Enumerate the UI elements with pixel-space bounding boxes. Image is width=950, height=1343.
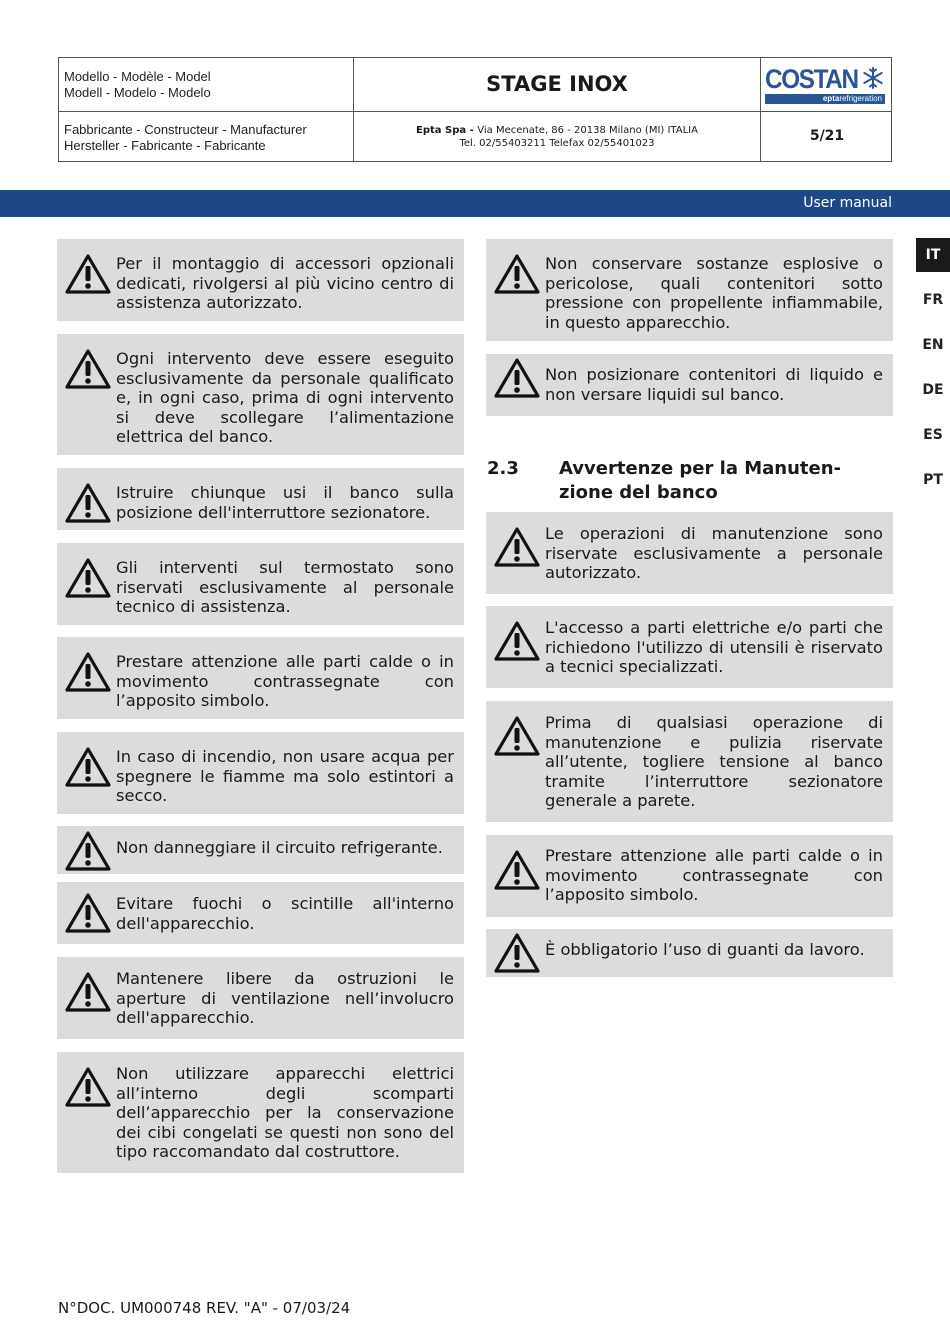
tab-language-de[interactable]: DE [922,382,944,398]
warning-text: Prestare attenzione alle parti calde o in movimento contrassegnate con l’apposito simbolo. [545,846,883,904]
warning-box [486,239,893,341]
warning-box [486,701,893,822]
warning-icon [494,620,540,662]
document-number: N°DOC. UM000748 REV. "A" - 07/03/24 [58,1299,351,1317]
warning-box [486,606,893,688]
warning-box [486,835,893,917]
warning-text: Non utilizzare apparecchi elettrici all’interno degli scomparti dell’apparecchio per la conservazione dei cibi congelati se questi non sono del tipo raccomandato dal costruttore. [116,1064,454,1161]
warning-box [486,929,893,977]
company-name: Epta Spa - [416,125,478,136]
warning-icon [494,715,540,757]
logo-sub-bold: epta [822,94,840,103]
warning-icon [65,348,111,390]
document-header-table [58,57,892,162]
warning-text: Prestare attenzione alle parti calde o in movimento contrassegnate con l’apposito simbolo. [116,652,454,710]
warning-text: Non conservare sostanze esplosive o pericolose, quali contenitori sotto pressione con propellente infiammabile, in questo apparecchio. [545,254,883,332]
warning-icon [494,526,540,568]
warning-text: Non posizionare contenitori di liquido e non versare liquidi sul banco. [545,365,883,404]
warning-box [57,957,464,1039]
warning-box [57,637,464,719]
warning-text: Le operazioni di manutenzione sono riservate esclusivamente a personale autorizzato. [545,524,883,582]
warning-box [57,239,464,321]
warning-text: È obbligatorio l’uso di guanti da lavoro. [545,940,865,959]
warning-icon [65,651,111,693]
company-address: Via Mecenate, 86 - 20138 Milano (MI) ITALIA [477,125,698,136]
warning-icon [65,482,111,524]
warning-text: In caso di incendio, non usare acqua per spegnere le fiamme ma solo estintori a secco. [116,747,454,805]
warning-box [486,512,893,594]
warning-icon [65,253,111,295]
warning-text: Ogni intervento deve essere eseguito esclusivamente da personale qualificato e, in ogni caso, prima di ogni intervento si deve scollegare l’alimentazione elettrica del banco. [116,349,454,446]
warning-box [57,1052,464,1173]
manual-type-label: User manual [803,195,892,211]
divider [760,58,761,161]
tab-language-es[interactable]: ES [923,427,943,443]
warning-text: Istruire chiunque usi il banco sulla posizione dell'interruttore sezionatore. [116,483,454,522]
model-label-line1: Modello - Modèle - Model [64,69,211,84]
warning-box [57,826,464,874]
model-label-line2: Modell - Modelo - Modelo [64,85,211,100]
company-info [354,124,760,150]
logo-subtitle [765,94,885,104]
costan-logo [765,65,887,105]
product-title: STAGE INOX [486,72,628,96]
warning-icon [65,557,111,599]
tab-language-pt[interactable]: PT [923,472,943,488]
section-number: 2.3 [487,458,519,479]
warning-icon [65,971,111,1013]
warning-icon [494,253,540,295]
tab-language-fr[interactable]: FR [922,292,944,308]
warning-text: Mantenere libere da ostruzioni le aperture di ventilazione nell’involucro dell'apparecchio. [116,969,454,1027]
logo-wordmark: COSTAN [765,64,858,94]
manufacturer-label [64,122,307,154]
warning-text: Non danneggiare il circuito refrigerante. [116,838,443,857]
tab-language-en[interactable]: EN [922,337,944,353]
warning-icon [65,746,111,788]
warning-box [57,732,464,814]
warning-icon [494,932,540,974]
manufacturer-label-line1: Fabbricante - Constructeur - Manufacturer [64,122,307,137]
logo-sub: refrigeration [839,94,882,103]
warning-box [486,354,893,416]
warning-box [57,882,464,944]
warning-text: Evitare fuochi o scintille all'interno dell'apparecchio. [116,894,454,933]
warning-box [57,543,464,625]
warning-box [57,334,464,455]
divider [59,111,891,112]
warning-icon [65,1066,111,1108]
warning-text: L'accesso a parti elettriche e/o parti che richiedono l'utilizzo di utensili è riservato a tecnici specializzati. [545,618,883,676]
warning-box [57,468,464,530]
warning-text: Gli interventi sul termostato sono riservati esclusivamente al personale tecnico di assistenza. [116,558,454,616]
warning-icon [65,892,111,934]
section-title: Avvertenze per la Manuten-zione del banco [559,458,842,503]
warning-icon [494,357,540,399]
warning-text: Per il montaggio di accessori opzionali dedicati, rivolgersi al più vicino centro di assistenza autorizzato. [116,254,454,312]
warning-text: Prima di qualsiasi operazione di manutenzione e pulizia riservate all’utente, togliere tensione al banco tramite l’interruttore sezionatore generale a parete. [545,713,883,810]
tab-language-it[interactable]: IT [916,238,950,272]
model-label [64,69,211,101]
company-contacts: Tel. 02/55403211 Telefax 02/55401023 [459,138,655,149]
language-tabs [916,238,950,508]
page-number: 5/21 [809,128,845,144]
warning-icon [494,849,540,891]
snowflake-icon [861,66,885,90]
warning-icon [65,830,111,872]
manufacturer-label-line2: Hersteller - Fabricante - Fabricante [64,138,266,153]
section-bar [0,190,950,217]
